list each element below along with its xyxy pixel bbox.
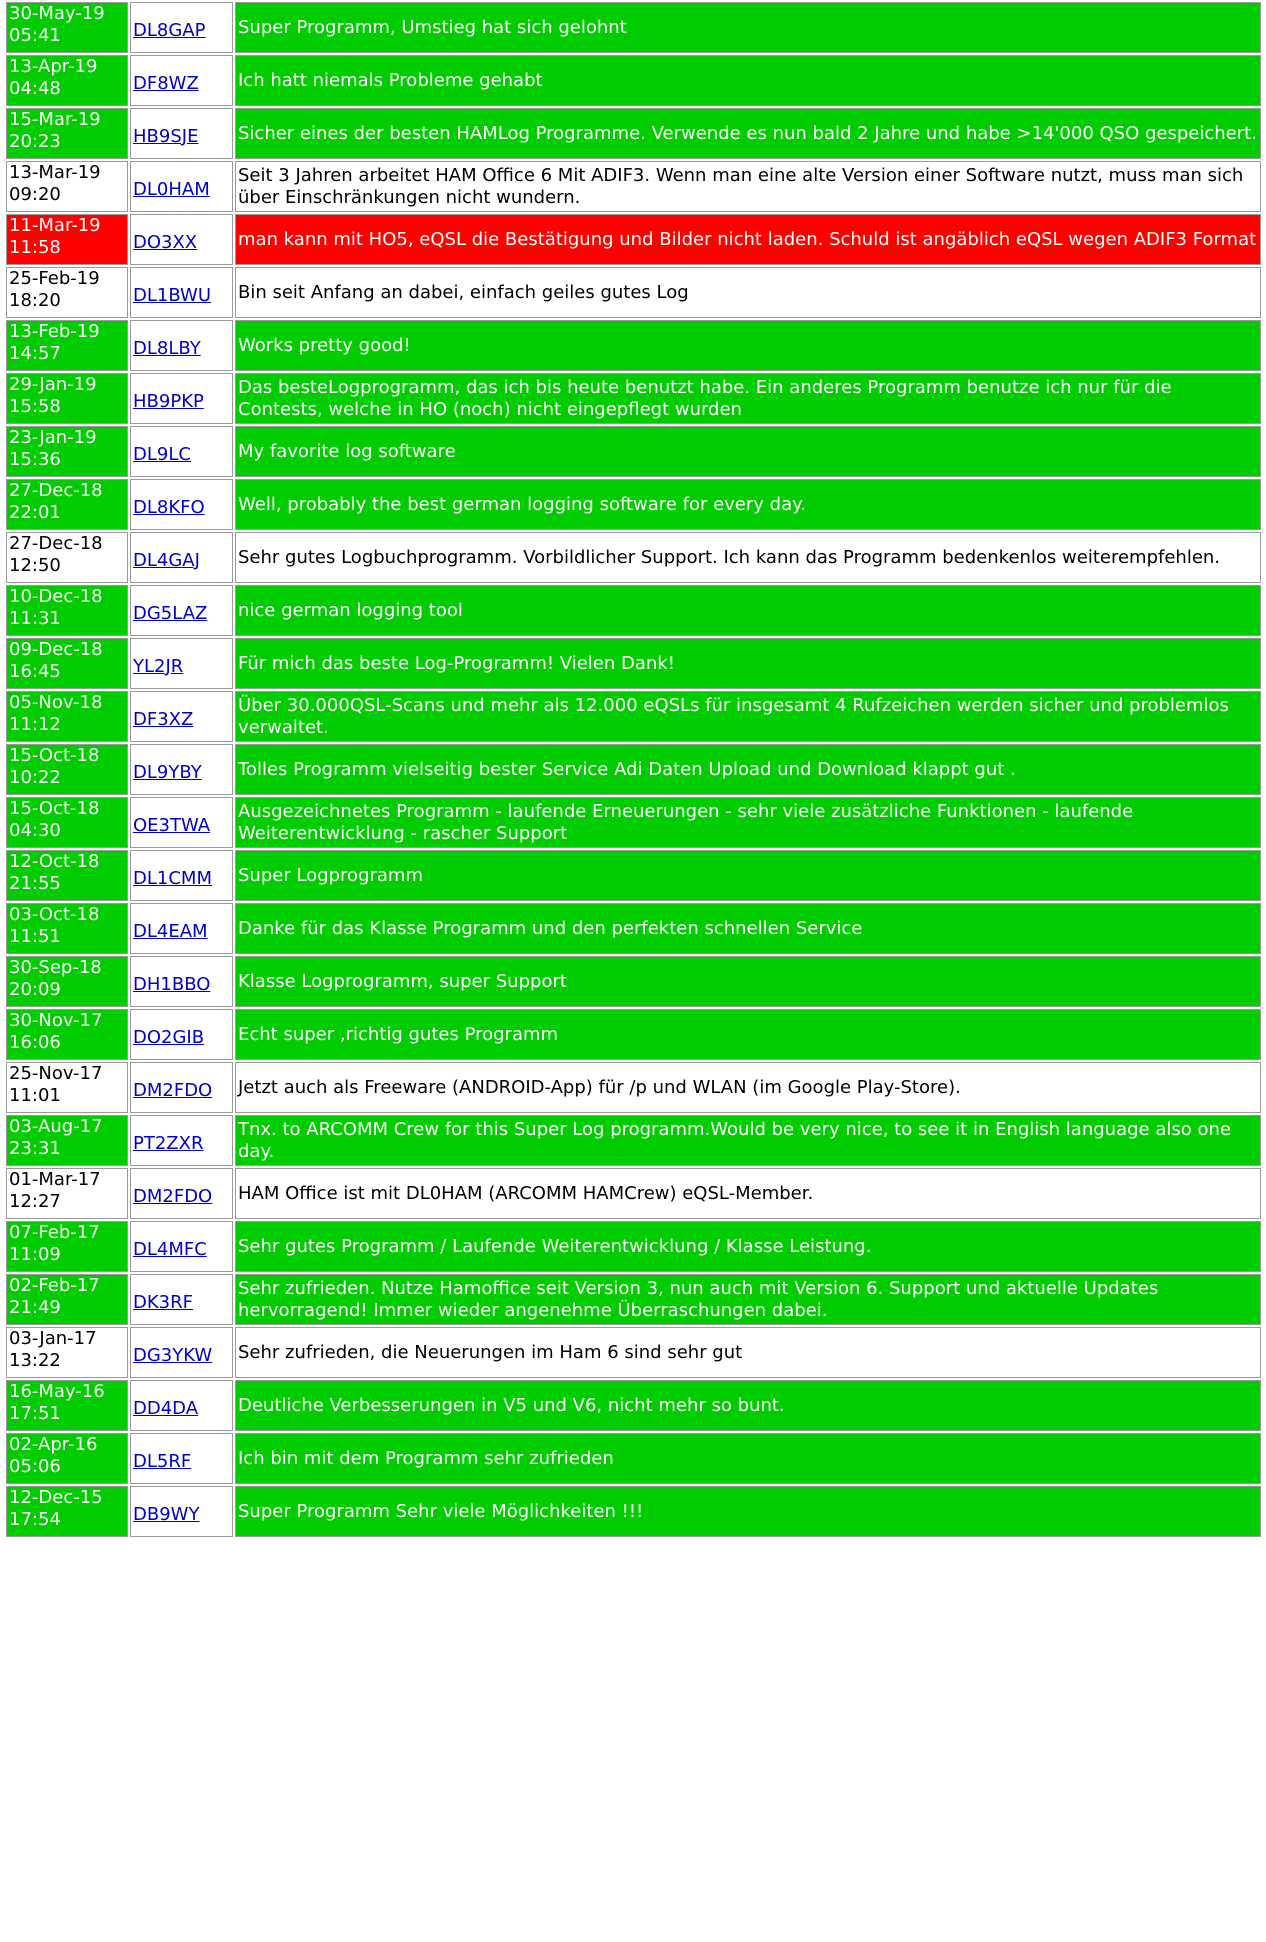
date-cell <box>6 532 128 583</box>
date-cell <box>6 1115 128 1166</box>
date-cell <box>6 638 128 689</box>
message-cell: Ausgezeichnetes Programm - laufende Erneuerungen - sehr viele zusätzliche Funktionen - laufende Weiterentwicklung - rascher Support <box>235 797 1261 848</box>
callsign-link[interactable]: PT2ZXR <box>133 1132 204 1154</box>
entry-date: 07-Feb-17 <box>9 1222 100 1243</box>
callsign-cell <box>130 108 233 159</box>
entry-time: 11:31 <box>9 608 61 629</box>
message-cell: Sehr zufrieden. Nutze Hamoffice seit Version 3, nun auch mit Version 6. Support und aktuelle Updates hervorragend! Immer wieder angenehme Überraschungen dabei. <box>235 1274 1261 1325</box>
callsign-cell <box>130 1327 233 1378</box>
callsign-cell <box>130 426 233 477</box>
message-cell: Jetzt auch als Freeware (ANDROID-App) für /p und WLAN (im Google Play-Store). <box>235 1062 1261 1113</box>
message-cell: Well, probably the best german logging software for every day. <box>235 479 1261 530</box>
callsign-link[interactable]: DF8WZ <box>133 72 199 94</box>
entry-date: 15-Oct-18 <box>9 798 100 819</box>
entry-time: 20:23 <box>9 131 61 152</box>
entry-time: 09:20 <box>9 184 61 205</box>
message-cell: Klasse Logprogramm, super Support <box>235 956 1261 1007</box>
table-row <box>6 744 1261 795</box>
entry-date: 27-Dec-18 <box>9 533 103 554</box>
entry-date: 29-Jan-19 <box>9 374 97 395</box>
table-row <box>6 638 1261 689</box>
table-row <box>6 161 1261 212</box>
entry-time: 18:20 <box>9 290 61 311</box>
callsign-link[interactable]: DL1BWU <box>133 284 212 306</box>
callsign-cell <box>130 1115 233 1166</box>
message-cell: Das besteLogprogramm, das ich bis heute benutzt habe. Ein anderes Programm benutze ich nur für die Contests, welche in HO (noch) nicht eingepflegt wurden <box>235 373 1261 424</box>
callsign-cell <box>130 1168 233 1219</box>
callsign-cell <box>130 2 233 53</box>
date-cell <box>6 797 128 848</box>
table-row <box>6 1274 1261 1325</box>
table-row <box>6 1380 1261 1431</box>
callsign-link[interactable]: DL0HAM <box>133 178 210 200</box>
table-row <box>6 850 1261 901</box>
date-cell <box>6 426 128 477</box>
entry-date: 13-Mar-19 <box>9 162 101 183</box>
date-cell <box>6 850 128 901</box>
callsign-cell <box>130 903 233 954</box>
message-cell: HAM Office ist mit DL0HAM (ARCOMM HAMCrew) eQSL-Member. <box>235 1168 1261 1219</box>
message-cell: Ich bin mit dem Programm sehr zufrieden <box>235 1433 1261 1484</box>
callsign-cell <box>130 585 233 636</box>
callsign-link[interactable]: DL9YBY <box>133 761 202 783</box>
date-cell <box>6 1062 128 1113</box>
entry-time: 05:41 <box>9 25 61 46</box>
callsign-link[interactable]: DH1BBO <box>133 973 211 995</box>
message-cell: Ich hatt niemals Probleme gehabt <box>235 55 1261 106</box>
table-row <box>6 956 1261 1007</box>
callsign-cell <box>130 532 233 583</box>
table-row <box>6 797 1261 848</box>
callsign-link[interactable]: DL4GAJ <box>133 549 200 571</box>
callsign-cell <box>130 214 233 265</box>
message-cell: Über 30.000QSL-Scans und mehr als 12.000 eQSLs für insgesamt 4 Rufzeichen werden sicher und problemlos verwaltet. <box>235 691 1261 742</box>
date-cell <box>6 1009 128 1060</box>
entry-date: 25-Nov-17 <box>9 1063 103 1084</box>
date-cell <box>6 903 128 954</box>
callsign-link[interactable]: DO3XX <box>133 231 198 253</box>
message-cell: Super Programm, Umstieg hat sich gelohnt <box>235 2 1261 53</box>
callsign-cell <box>130 1433 233 1484</box>
entry-time: 22:01 <box>9 502 61 523</box>
entry-time: 04:30 <box>9 820 61 841</box>
message-cell: Danke für das Klasse Programm und den perfekten schnellen Service <box>235 903 1261 954</box>
date-cell <box>6 161 128 212</box>
entry-date: 27-Dec-18 <box>9 480 103 501</box>
table-row <box>6 1327 1261 1378</box>
callsign-link[interactable]: DL9LC <box>133 443 191 465</box>
entry-time: 04:48 <box>9 78 61 99</box>
entry-date: 16-May-16 <box>9 1381 105 1402</box>
date-cell <box>6 744 128 795</box>
callsign-cell <box>130 638 233 689</box>
message-cell: Tolles Programm vielseitig bester Service Adi Daten Upload und Download klappt gut . <box>235 744 1261 795</box>
table-row <box>6 320 1261 371</box>
entry-date: 15-Oct-18 <box>9 745 100 766</box>
table-row <box>6 55 1261 106</box>
date-cell <box>6 1168 128 1219</box>
message-cell: nice german logging tool <box>235 585 1261 636</box>
entry-date: 02-Feb-17 <box>9 1275 100 1296</box>
entry-time: 15:58 <box>9 396 61 417</box>
entry-time: 11:51 <box>9 926 61 947</box>
date-cell <box>6 956 128 1007</box>
entry-date: 05-Nov-18 <box>9 692 103 713</box>
date-cell <box>6 585 128 636</box>
message-cell: My favorite log software <box>235 426 1261 477</box>
callsign-link[interactable]: DL8KFO <box>133 496 205 518</box>
callsign-cell <box>130 691 233 742</box>
callsign-link[interactable]: DL5RF <box>133 1450 192 1472</box>
entry-time: 11:58 <box>9 237 61 258</box>
table-row <box>6 2 1261 53</box>
date-cell <box>6 320 128 371</box>
date-cell <box>6 2 128 53</box>
entry-date: 13-Apr-19 <box>9 56 98 77</box>
callsign-link[interactable]: DL4EAM <box>133 920 208 942</box>
message-cell: Super Programm Sehr viele Möglichkeiten !!! <box>235 1486 1261 1537</box>
entry-time: 20:09 <box>9 979 61 1000</box>
entry-date: 01-Mar-17 <box>9 1169 101 1190</box>
entry-time: 17:51 <box>9 1403 61 1424</box>
table-row <box>6 1221 1261 1272</box>
callsign-cell <box>130 797 233 848</box>
table-row <box>6 373 1261 424</box>
entry-date: 12-Oct-18 <box>9 851 100 872</box>
callsign-link[interactable]: DG5LAZ <box>133 602 208 624</box>
callsign-link[interactable]: DL8LBY <box>133 337 201 359</box>
entry-date: 02-Apr-16 <box>9 1434 98 1455</box>
date-cell <box>6 1380 128 1431</box>
callsign-cell <box>130 479 233 530</box>
callsign-link[interactable]: DM2FDO <box>133 1185 213 1207</box>
message-cell: Seit 3 Jahren arbeitet HAM Office 6 Mit ADIF3. Wenn man eine alte Version einer Software nutzt, muss man sich über Einschränkungen nicht wundern. <box>235 161 1261 212</box>
entry-time: 16:45 <box>9 661 61 682</box>
table-row <box>6 426 1261 477</box>
table-row <box>6 214 1261 265</box>
message-cell: Deutliche Verbesserungen in V5 und V6, nicht mehr so bunt. <box>235 1380 1261 1431</box>
callsign-link[interactable]: DG3YKW <box>133 1344 213 1366</box>
entry-time: 21:49 <box>9 1297 61 1318</box>
entry-date: 03-Aug-17 <box>9 1116 103 1137</box>
entry-time: 11:09 <box>9 1244 61 1265</box>
entry-date: 03-Oct-18 <box>9 904 100 925</box>
table-row <box>6 1115 1261 1166</box>
table-row <box>6 1486 1261 1537</box>
date-cell <box>6 1221 128 1272</box>
entry-time: 16:06 <box>9 1032 61 1053</box>
message-cell: Super Logprogramm <box>235 850 1261 901</box>
date-cell <box>6 691 128 742</box>
callsign-link[interactable]: HB9PKP <box>133 390 204 412</box>
callsign-cell <box>130 1380 233 1431</box>
callsign-cell <box>130 1221 233 1272</box>
date-cell <box>6 1486 128 1537</box>
table-row <box>6 903 1261 954</box>
entry-time: 12:50 <box>9 555 61 576</box>
table-row <box>6 691 1261 742</box>
callsign-cell <box>130 320 233 371</box>
date-cell <box>6 214 128 265</box>
entry-time: 11:01 <box>9 1085 61 1106</box>
message-cell: Sehr gutes Programm / Laufende Weiterentwicklung / Klasse Leistung. <box>235 1221 1261 1272</box>
entry-date: 23-Jan-19 <box>9 427 97 448</box>
entry-time: 05:06 <box>9 1456 61 1477</box>
message-cell: Sicher eines der besten HAMLog Programme. Verwende es nun bald 2 Jahre und habe >14'000 QSO gespeichert. <box>235 108 1261 159</box>
entry-date: 13-Feb-19 <box>9 321 100 342</box>
feedback-table <box>4 0 1263 1539</box>
entry-date: 11-Mar-19 <box>9 215 101 236</box>
date-cell <box>6 479 128 530</box>
callsign-cell <box>130 744 233 795</box>
table-row <box>6 108 1261 159</box>
date-cell <box>6 267 128 318</box>
callsign-cell <box>130 850 233 901</box>
callsign-cell <box>130 373 233 424</box>
entry-time: 11:12 <box>9 714 61 735</box>
callsign-link[interactable]: HB9SJE <box>133 125 199 147</box>
callsign-cell <box>130 1062 233 1113</box>
entry-date: 25-Feb-19 <box>9 268 100 289</box>
callsign-cell <box>130 956 233 1007</box>
entry-date: 03-Jan-17 <box>9 1328 97 1349</box>
entry-time: 15:36 <box>9 449 61 470</box>
table-row <box>6 479 1261 530</box>
entry-time: 12:27 <box>9 1191 61 1212</box>
entry-time: 14:57 <box>9 343 61 364</box>
date-cell <box>6 55 128 106</box>
date-cell <box>6 1274 128 1325</box>
message-cell: Für mich das beste Log-Programm! Vielen Dank! <box>235 638 1261 689</box>
date-cell <box>6 373 128 424</box>
table-row <box>6 532 1261 583</box>
feedback-table-body <box>6 2 1261 1537</box>
callsign-cell <box>130 55 233 106</box>
entry-date: 30-Sep-18 <box>9 957 102 978</box>
date-cell <box>6 1327 128 1378</box>
entry-date: 30-May-19 <box>9 3 105 24</box>
callsign-link[interactable]: DL8GAP <box>133 19 206 41</box>
callsign-cell <box>130 161 233 212</box>
entry-time: 21:55 <box>9 873 61 894</box>
message-cell: Sehr gutes Logbuchprogramm. Vorbildlicher Support. Ich kann das Programm bedenkenlos weiterempfehlen. <box>235 532 1261 583</box>
callsign-cell <box>130 1486 233 1537</box>
callsign-link[interactable]: OE3TWA <box>133 814 211 836</box>
entry-time: 10:22 <box>9 767 61 788</box>
table-row <box>6 1168 1261 1219</box>
message-cell: Bin seit Anfang an dabei, einfach geiles gutes Log <box>235 267 1261 318</box>
entry-date: 12-Dec-15 <box>9 1487 103 1508</box>
date-cell <box>6 108 128 159</box>
callsign-cell <box>130 267 233 318</box>
table-row <box>6 267 1261 318</box>
message-cell: Echt super ,richtig gutes Programm <box>235 1009 1261 1060</box>
callsign-link[interactable]: DD4DA <box>133 1397 199 1419</box>
callsign-link[interactable]: DF3XZ <box>133 708 194 730</box>
table-row <box>6 585 1261 636</box>
entry-date: 15-Mar-19 <box>9 109 101 130</box>
entry-time: 23:31 <box>9 1138 61 1159</box>
callsign-link[interactable]: YL2JR <box>133 655 184 677</box>
table-row <box>6 1433 1261 1484</box>
callsign-link[interactable]: DL4MFC <box>133 1238 207 1260</box>
table-row <box>6 1009 1261 1060</box>
entry-date: 09-Dec-18 <box>9 639 103 660</box>
message-cell: Sehr zufrieden, die Neuerungen im Ham 6 sind sehr gut <box>235 1327 1261 1378</box>
entry-time: 13:22 <box>9 1350 61 1371</box>
entry-date: 10-Dec-18 <box>9 586 103 607</box>
callsign-link[interactable]: DL1CMM <box>133 867 212 889</box>
callsign-link[interactable]: DO2GIB <box>133 1026 205 1048</box>
callsign-link[interactable]: DB9WY <box>133 1503 200 1525</box>
callsign-cell <box>130 1009 233 1060</box>
date-cell <box>6 1433 128 1484</box>
message-cell: Works pretty good! <box>235 320 1261 371</box>
entry-date: 30-Nov-17 <box>9 1010 103 1031</box>
message-cell: man kann mit HO5, eQSL die Bestätigung und Bilder nicht laden. Schuld ist angäblich eQSL wegen ADIF3 Format <box>235 214 1261 265</box>
callsign-link[interactable]: DK3RF <box>133 1291 193 1313</box>
table-row <box>6 1062 1261 1113</box>
callsign-link[interactable]: DM2FDO <box>133 1079 213 1101</box>
callsign-cell <box>130 1274 233 1325</box>
message-cell: Tnx. to ARCOMM Crew for this Super Log programm.Would be very nice, to see it in English language also one day. <box>235 1115 1261 1166</box>
entry-time: 17:54 <box>9 1509 61 1530</box>
